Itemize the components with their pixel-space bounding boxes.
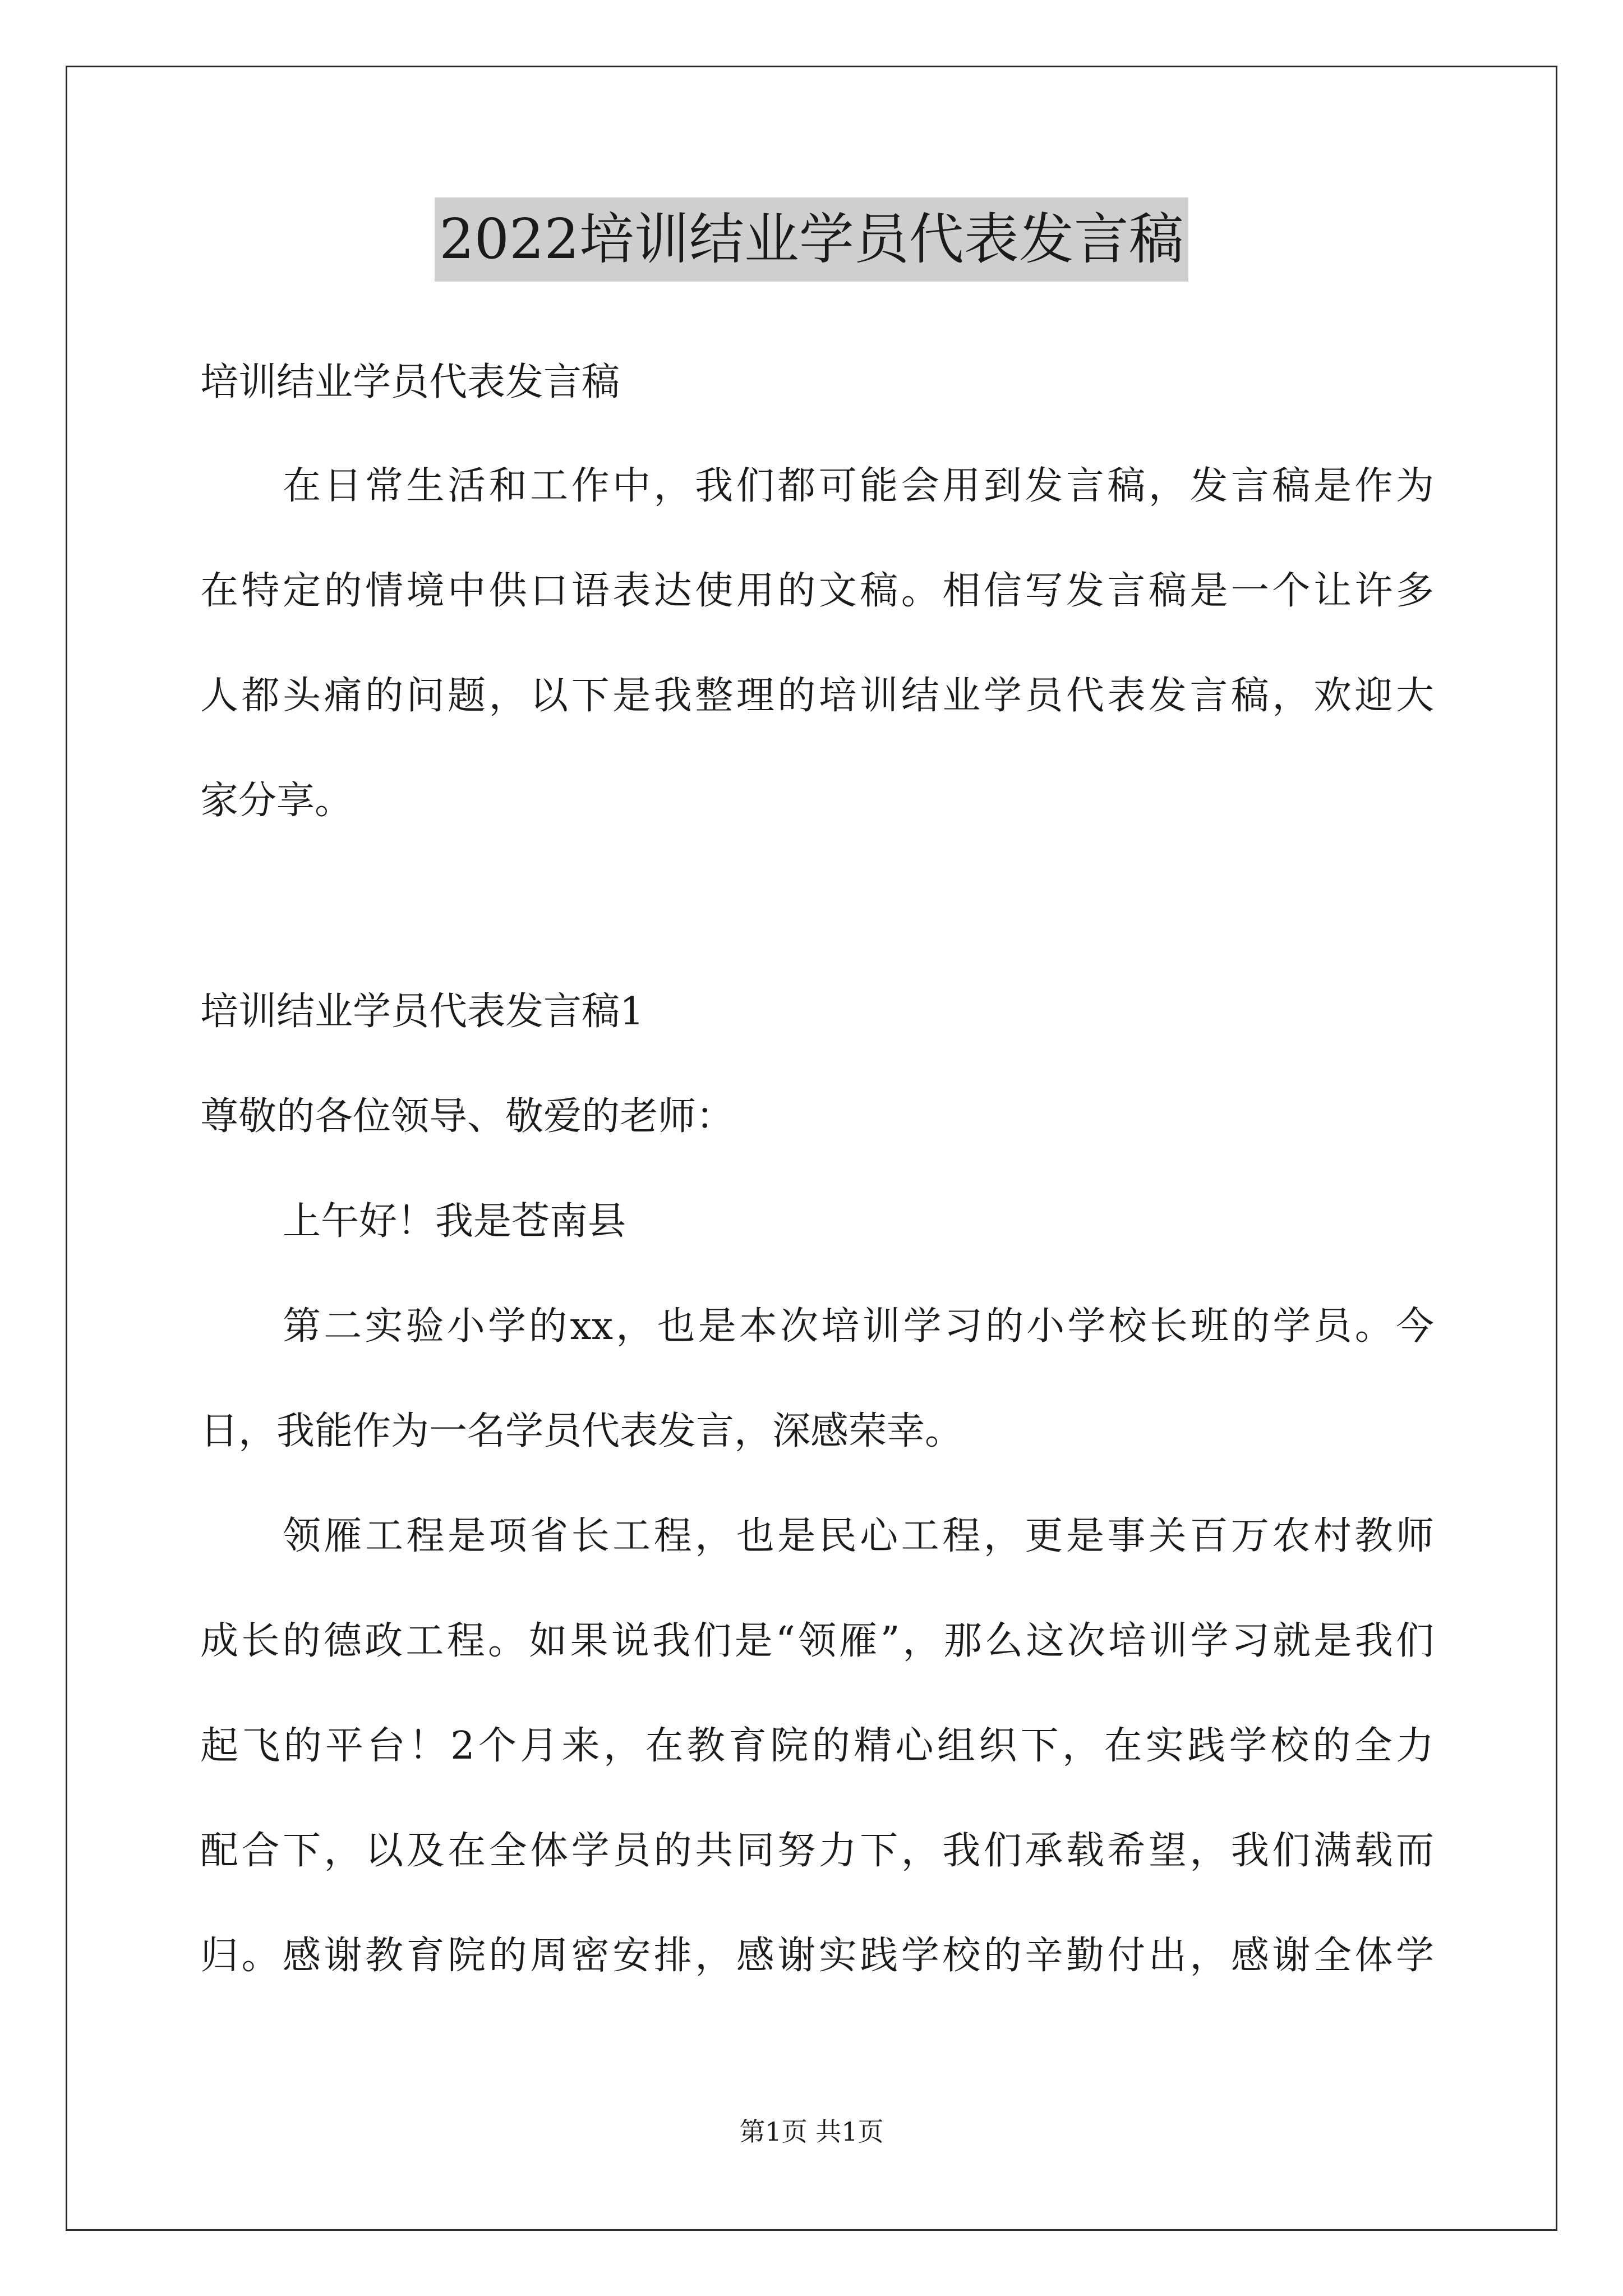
paragraph-line: 在日常生活和工作中，我们都可能会用到发言稿，发言稿是作为 [283, 464, 1434, 508]
paragraph-line: 归。感谢教育院的周密安排，感谢实践学校的辛勤付出，感谢全体学 [200, 1934, 1434, 1978]
paragraph-line: 日，我能作为一名学员代表发言，深感荣幸。 [200, 1409, 963, 1453]
paragraph-line: 人都头痛的问题，以下是我整理的培训结业学员代表发言稿，欢迎大 [200, 674, 1434, 718]
salutation: 尊敬的各位领导、敬爱的老师： [200, 1094, 735, 1139]
document-title [0, 197, 1623, 282]
paragraph-line: 领雁工程是项省长工程，也是民心工程，更是事关百万农村教师 [283, 1514, 1434, 1558]
paragraph-line: 起飞的平台！2个月来，在教育院的精心组织下，在实践学校的全力 [200, 1724, 1434, 1768]
intro-heading: 培训结业学员代表发言稿 [200, 360, 620, 404]
document-title-text: 2022培训结业学员代表发言稿 [435, 197, 1188, 282]
paragraph-line: 家分享。 [200, 779, 353, 823]
section-heading: 培训结业学员代表发言稿1 [200, 990, 644, 1034]
page-footer: 第1页 共1页 [739, 2116, 884, 2147]
paragraph-line: 在特定的情境中供口语表达使用的文稿。相信写发言稿是一个让许多 [200, 569, 1434, 613]
paragraph-line: 第二实验小学的xx，也是本次培训学习的小学校长班的学员。今 [283, 1304, 1434, 1349]
paragraph-line: 上午好！我是苍南县 [283, 1199, 626, 1244]
paragraph-line: 成长的德政工程。如果说我们是“领雁”，那么这次培训学习就是我们 [200, 1619, 1434, 1663]
paragraph-line: 配合下，以及在全体学员的共同努力下，我们承载希望，我们满载而 [200, 1829, 1434, 1873]
